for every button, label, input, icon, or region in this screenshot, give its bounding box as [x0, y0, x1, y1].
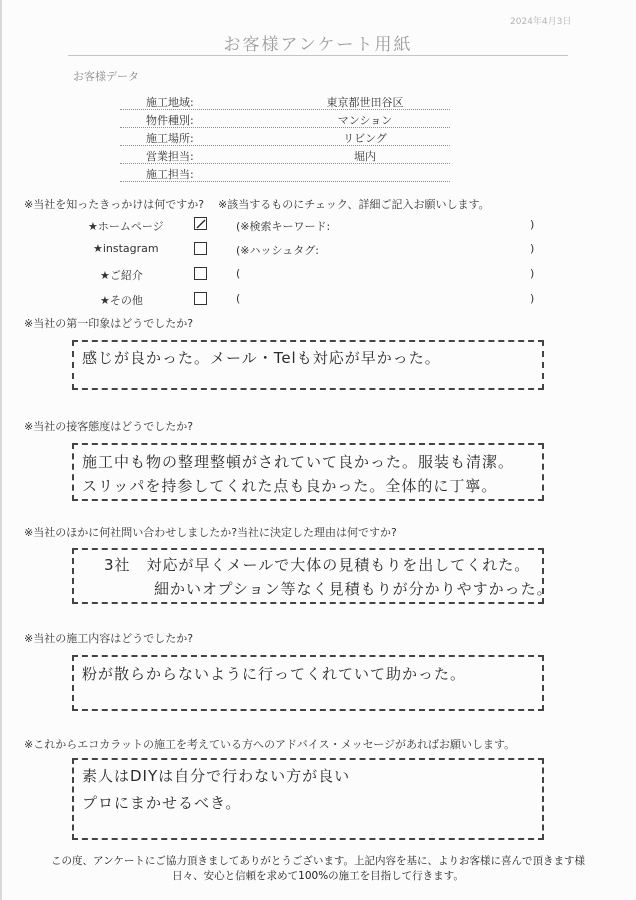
q6-question: ※これからエコカラットの施工を考えている方へのアドバイス・メッセージがあればお願いします。	[24, 738, 516, 751]
title-divider	[68, 55, 568, 56]
option-homepage-checkbox[interactable]	[194, 217, 207, 230]
check-mark-icon	[196, 219, 206, 229]
q6-answer-line: プロにまかせるべき。	[82, 794, 242, 812]
customer-row-label: 施工担当:	[146, 168, 194, 181]
option-instagram-label: ★instagram	[93, 242, 159, 255]
customer-row-label: 物件種別:	[146, 114, 194, 127]
q2-question: ※当社の第一印象はどうでしたか?	[24, 317, 194, 330]
option-other-checkbox[interactable]	[194, 292, 207, 305]
customer-row-place	[120, 127, 450, 146]
q3-answer-line: スリッパを持参してくれた点も良かった。全体的に丁寧。	[82, 477, 498, 495]
q2-answer-line: 感じが良かった。メール・Telも対応が早かった。	[82, 349, 441, 367]
q6-answer-box[interactable]	[72, 758, 544, 840]
customer-row-value: マンション	[337, 114, 393, 127]
q4-answer-line: 3社 対応が早くメールで大体の見積もりを出してくれた。	[104, 556, 531, 574]
q5-answer-box[interactable]	[72, 655, 544, 711]
customer-row-value: 東京都世田谷区	[326, 96, 404, 109]
q5-answer-line: 粉が散らからないように行ってくれていて助かった。	[82, 665, 467, 683]
page-title: お客様アンケート用紙	[223, 35, 413, 55]
footer-line-2: 日々、安心と信頼を求めて100%の施工を目指して行きます。	[172, 870, 464, 882]
q4-answer-line: 細かいオプション等なく見積もりが分かりやすかった。	[154, 580, 553, 598]
option-instagram-detail: (※ハッシュタグ:	[236, 244, 319, 257]
option-instagram-checkbox[interactable]	[194, 242, 207, 255]
q3-question: ※当社の接客態度はどうでしたか?	[24, 420, 194, 433]
q4-question: ※当社のほかに何社問い合わせしましたか?当社に決定した理由は何ですか?	[24, 526, 397, 539]
survey-date: 2024年4月3日	[510, 17, 572, 27]
customer-row-sales	[120, 145, 450, 164]
option-instagram-close: )	[530, 242, 535, 255]
q5-question: ※当社の施工内容はどうでしたか?	[24, 632, 194, 645]
q3-answer-line: 施工中も物の整理整頓がされていて良かった。服装も清潔。	[82, 453, 515, 471]
customer-row-label: 施工地域:	[146, 96, 194, 109]
option-other-label: ★その他	[100, 294, 143, 307]
q3-answer-box[interactable]	[72, 443, 544, 501]
scan-edge	[0, 0, 2, 900]
customer-row-value: 堀内	[354, 150, 376, 163]
option-other-close: )	[530, 292, 535, 305]
customer-row-area	[120, 91, 450, 110]
q2-answer-box[interactable]	[72, 340, 544, 390]
option-homepage-detail: (※検索キーワード:	[236, 220, 331, 233]
customer-row-label: 施工場所:	[146, 132, 194, 145]
q4-answer-box[interactable]	[72, 548, 553, 604]
option-referral-close: )	[530, 267, 535, 280]
q1-question: ※当社を知ったきっかけは何ですか?	[24, 198, 205, 211]
customer-data-heading: お客様データ	[73, 70, 139, 83]
option-referral-detail: (	[236, 267, 241, 280]
customer-row-label: 営業担当:	[146, 150, 194, 163]
q1-instruction: ※該当するものにチェック、詳細ご記入お願いします。	[218, 198, 490, 211]
customer-row-type	[120, 109, 450, 128]
customer-row-value: リビング	[343, 132, 387, 145]
option-homepage-close: )	[530, 218, 535, 231]
customer-row-installer	[120, 163, 450, 182]
option-referral-checkbox[interactable]	[194, 267, 207, 280]
option-other-detail: (	[236, 292, 241, 305]
option-referral-label: ★ご紹介	[100, 269, 143, 282]
footer-line-1: この度、アンケートにご協力頂きましてありがとうございます。上記内容を基に、よりお客様に喜んで頂きます様	[50, 855, 586, 867]
q6-answer-line: 素人はDIYは自分で行わない方が良い	[82, 767, 351, 785]
option-homepage-label: ★ホームページ	[88, 220, 164, 233]
